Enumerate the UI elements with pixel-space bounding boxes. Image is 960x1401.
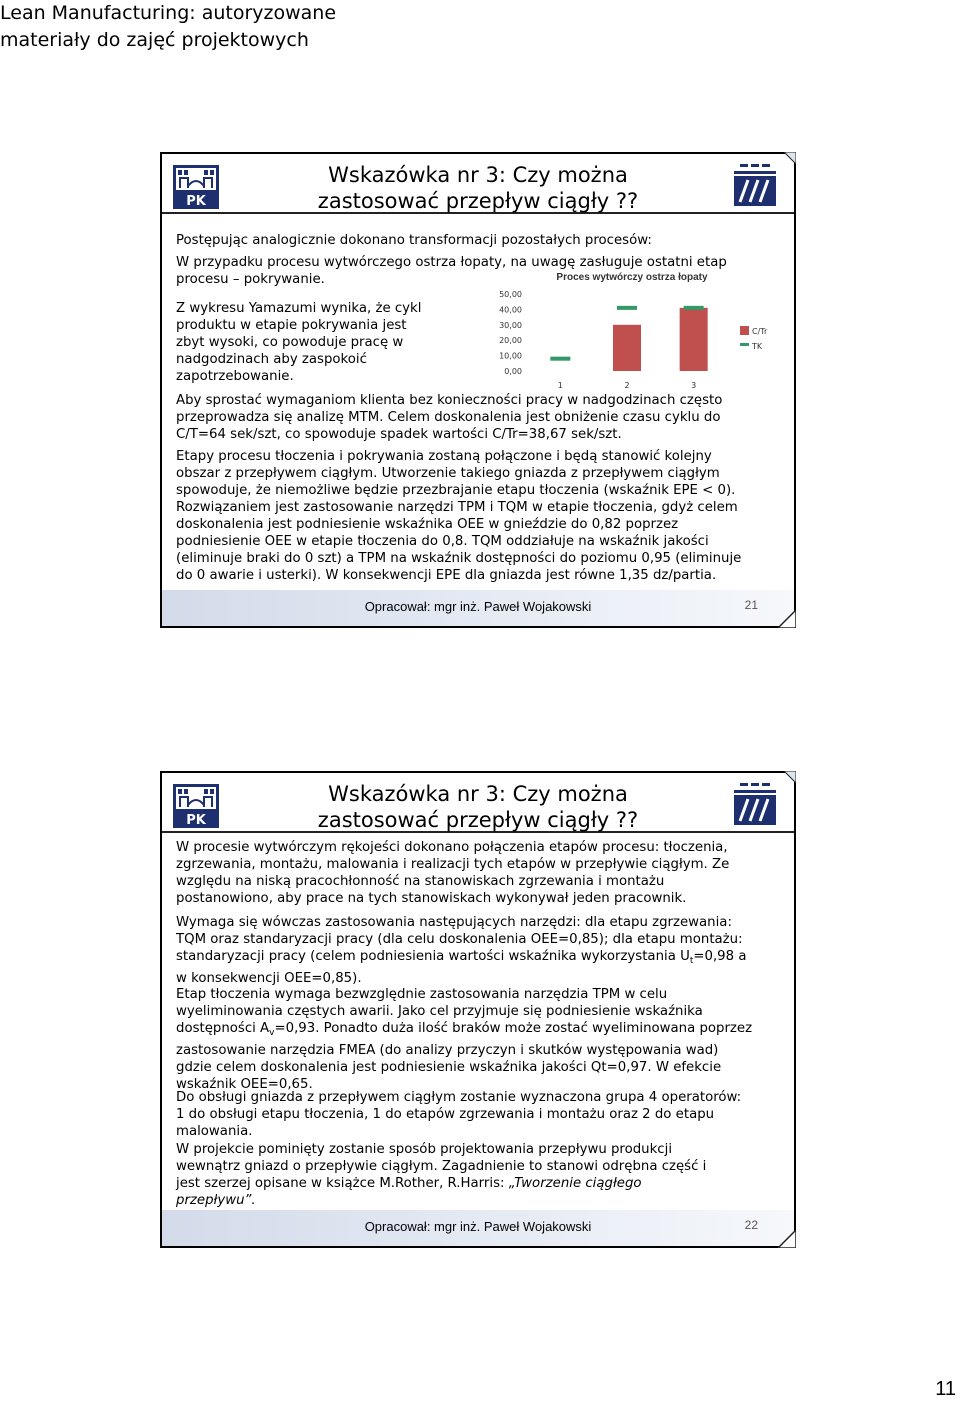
legend-label-ctr: C/Tr [752,327,768,336]
p3-line4: nadgodzinach aby zaspokoić [176,352,367,367]
faculty-logo-right [732,781,778,827]
c-line1: Etap tłoczenia wymaga bezwzględnie zastosowania narzędzia TPM w celu [176,987,668,1002]
svg-text:PK: PK [186,813,206,828]
y-tick-label: 40,00 [499,305,522,315]
p5-line2: obszar z przepływem ciągłym. Utworzenie takiego gniazda z przepływem ciągłym [176,466,720,481]
b-line2: TQM oraz standaryzacji pracy (dla celu doskonalenia OEE=0,85); dla etapu montażu: [176,932,743,947]
slide-footer [162,590,794,626]
b-line4: w konsekwencji OEE=0,85). [176,971,362,986]
marker-TK-2 [617,306,637,310]
document-title-line1: Lean Manufacturing: autoryzowane [0,2,337,24]
slide1-paragraph-2-line1: W przypadku procesu wytwórczego ostrza łopaty, na uwagę zasługuje ostatni etap [176,255,727,270]
legend-swatch-ctr [740,326,749,335]
a-line1: W procesie wytwórczym rękojeści dokonano połączenia etapów procesu: tłoczenia, [176,840,728,855]
slide1-paragraph-5 [176,448,735,499]
c-line5: gdzie celem doskonalenia jest podniesienie wskaźnika jakości Qt=0,97. W efekcie [176,1060,722,1075]
slide-title-line1: Wskazówka nr 3: Czy można [328,163,628,187]
b-line3-text: standaryzacji pracy (celem podniesienia wartości wskaźnika wykorzystania U [176,949,690,964]
slide1-paragraph-1: Postępując analogicznie dokonano transformacji pozostałych procesów: [176,233,652,248]
p4-line3: C/T=64 sek/szt, co spowoduje spadek wartości C/Tr=38,67 sek/szt. [176,427,622,442]
a-line4: postanowiono, aby prace na tych stanowiskach wykonywał jeden pracownik. [176,891,687,906]
slide1-paragraph-4 [176,392,722,443]
x-tick-label: 3 [691,381,697,390]
bar-CTr-3 [680,308,708,371]
slide-footer [162,1210,794,1246]
slide-22 [160,771,796,1248]
a-line2: zgrzewania, montażu, malowania i realizacji tych etapów w przepływie ciągłym. Ze [176,857,730,872]
yamazumi-chart [452,268,792,398]
university-logo-left [172,783,220,829]
corner-fold-bottom-icon [778,1230,796,1248]
slide-title [242,162,714,214]
c-line4: zastosowanie narzędzia FMEA (do analizy przyczyn i skutków występowania wad) [176,1043,719,1058]
legend-label-tk: TK [752,342,763,351]
document-title-line2: materiały do zajęć projektowych [0,29,309,51]
slide2-paragraph-3 [176,986,752,1093]
e-line3 [176,1175,706,1192]
b-line1: Wymaga się wówczas zastosowania następujących narzędzi: dla etapu zgrzewania: [176,915,732,930]
e-line3-text: jest szerzej opisane w książce M.Rother, R.Harris: [176,1176,509,1191]
slide-title-line2: zastosować przepływ ciągły ?? [317,808,639,832]
faculty-logo-right [732,162,778,208]
c-line2: wyeliminowania częstych awarii. Jako cel przyjmuje się podniesienie wskaźnika [176,1004,703,1019]
p4-line1: Aby sprostać wymaganiom klienta bez konieczności pracy w nadgodzinach często [176,393,723,408]
y-tick-label: 30,00 [499,320,522,330]
y-tick-label: 10,00 [499,351,522,361]
marker-TK-1 [550,357,570,361]
slide1-paragraph-6 [176,499,741,584]
p5-line3: spowoduje, że niemożliwe będzie przezbrajanie etapu tłoczenia (wskaźnik EPE < 0). [176,483,736,498]
corner-fold-top-icon [784,152,796,164]
x-tick-label: 2 [624,381,630,390]
c-line6: wskaźnik OEE=0,65. [176,1077,313,1092]
c-line3-subscript: v [269,1028,275,1038]
d-line1: Do obsługi gniazda z przepływem ciągłym zostanie wyznaczona grupa 4 operatorów: [176,1090,742,1105]
footer-author: Opracował: mgr inż. Paweł Wojakowski [364,599,592,614]
b-line3 [176,948,746,970]
y-tick-label: 0,00 [504,367,522,376]
e-line3-book-title: „Tworzenie ciągłego [508,1176,642,1191]
slide-21 [160,152,796,628]
slide2-paragraph-4 [176,1089,741,1140]
slide1-paragraph-3 [176,300,421,385]
y-tick-label: 20,00 [499,336,522,346]
slide2-paragraph-1 [176,839,729,907]
b-line3-tail: =0,98 a [693,949,747,964]
marker-TK-3 [684,306,704,310]
p6-line2: doskonalenia jest podniesienie wskaźnika OEE w gnieździe do 0,82 poprzez [176,517,679,532]
p3-line5: zapotrzebowanie. [176,369,294,384]
slide-title-line2: zastosować przepływ ciągły ?? [317,189,639,213]
document-page-number: 11 [935,1378,956,1400]
x-tick-label: 1 [557,381,563,390]
p6-line5: do 0 awarie i usterki). W konsekwencji EPE dla gniazda jest równe 1,35 dz/partia. [176,568,717,583]
c-line3-tail: =0,93. Ponadto duża ilość braków może zostać wyeliminowana poprzez [274,1021,753,1036]
c-line3-text: dostępności A [176,1021,270,1036]
b-line3-subscript: t [689,956,694,966]
bar-CTr-2 [613,325,641,371]
p3-line2: produktu w etapie pokrywania jest [176,318,407,333]
p4-line2: przeprowadza się analizę MTM. Celem doskonalenia jest obniżenie czasu cyklu do [176,410,721,425]
d-line3: malowania. [176,1124,253,1139]
slide2-paragraph-2 [176,914,746,987]
e-line2: wewnątrz gniazd o przepływie ciągłym. Zagadnienie to stanowi odrębna część i [176,1159,707,1174]
p5-line1: Etapy procesu tłoczenia i pokrywania zostaną połączone i będą stanowić kolejny [176,449,712,464]
e-line1: W projekcie pominięty zostanie sposób projektowania przepływu produkcji [176,1142,673,1157]
a-line3: względu na niską pracochłonność na stanowiskach zgrzewania i montażu [176,874,665,889]
corner-fold-top-icon [784,771,796,783]
p6-line3: podniesienie OEE w etapie tłoczenia do 0,8. TQM oddziałuje na wskaźnik jakości [176,534,709,549]
legend-swatch-tk [740,343,749,346]
university-logo-left [172,164,220,210]
slide-number: 22 [744,1218,758,1232]
slide1-paragraph-2-line2: procesu – pokrywanie. [176,272,325,287]
svg-text:PK: PK [186,194,206,209]
c-line3 [176,1020,752,1042]
e-line4: przepływu”. [176,1193,256,1208]
y-tick-label: 50,00 [499,290,522,299]
chart-title: Proces wytwórczy ostrza łopaty [556,272,708,283]
document-header [0,0,336,54]
p6-line4: (eliminuje braki do 0 szt) a TPM na wskaźnik dostępności do poziomu 0,95 (eliminuje [176,551,742,566]
d-line2: 1 do obsługi etapu tłoczenia, 1 do etapów zgrzewania i montażu oraz 2 do etapu [176,1107,715,1122]
slide2-paragraph-5 [176,1141,706,1209]
slide-title [242,781,714,833]
p6-line1: Rozwiązaniem jest zastosowanie narzędzi TPM i TQM w etapie tłoczenia, gdyż celem [176,500,738,515]
slide-number: 21 [744,598,758,612]
footer-author: Opracował: mgr inż. Paweł Wojakowski [364,1219,592,1234]
corner-fold-bottom-icon [778,610,796,628]
p3-line1: Z wykresu Yamazumi wynika, że cykl [176,301,422,316]
p3-line3: zbyt wysoki, co powoduje pracę w [176,335,404,350]
slide-title-line1: Wskazówka nr 3: Czy można [328,782,628,806]
